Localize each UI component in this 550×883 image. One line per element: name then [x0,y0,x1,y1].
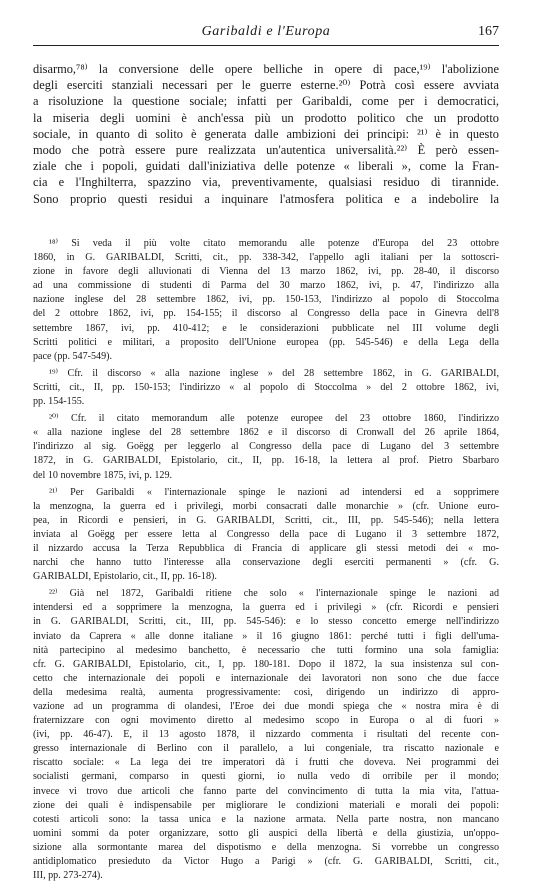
footnote-line: inviato da Caprera « alle donne italiane » il 16 giugno 1861: perché tutti i figli dell'uma- [33,630,499,642]
footnote-18 [33,237,499,364]
footnote-line: la menzogna, la guerra ed i privilegi, morbi consacrati dalle monarchie » (cfr. Unione euro- [33,500,499,512]
footnote-line: antidiplomatico presieduto da Victor Hugo a Parigi » (cfr. G. GARIBALDI, Scritti, cit., [33,856,499,868]
footnote-21 [33,486,499,585]
body-line: a risoluzione la questione sociale; infatti per Garibaldi, come per i democratici, [33,94,499,109]
footnote-line: riscatto sociale: « La lega dei tre imperatori dà i frutti che doveva. Nei programmi dei [33,757,499,769]
footnote-line: della medesima realtà, aumenta progressivamente: così, dirigendo un indirizzo di appro- [33,686,499,698]
footnote-line: cotesti articoli sono: la tassa unica e la nazione armata. Nella parte nostra, non mancano [33,813,499,825]
footnote-line: III, pp. 273-274). [33,870,103,882]
footnote-line: inviata al Goëgg per essere letta al Congresso della pace di Lugano il 3 settembre 1872, [33,528,499,540]
footnote-line: pea, in Ricordi e pensieri, in G. GARIBALDI, Scritti, cit., III, pp. 545-546); nella lettera [33,514,499,526]
footnote-line: invece vi trovo due articoli che fanno parte del convincimento di tutta la mia vita, l'attua- [33,785,499,797]
footnote-line: sizione alla sormontante marea del dispotismo e della menzogna. Si vorrebbe un congresso [33,841,499,853]
body-line: la miseria degli uomini è anch'essa più un prodotto politico che un prodotto [33,110,499,125]
footnote-line: fraternizzare con ogni movimento diretto al medesimo scopo in Europa o al di fuori » [33,715,499,727]
footnote-19 [33,367,499,409]
footnote-line: ¹⁹⁾ Cfr. il discorso « alla nazione inglese » del 28 settembre 1862, in G. GARIBALDI, [49,367,499,379]
footnote-line: socialisti germani, comparso in questi giorni, io nulla vedo di orribile per il mondo; [33,771,499,783]
body-line: disarmo,⁷⁸⁾ la conversione delle opere belliche in opere di pace,¹⁹⁾ l'abolizione [33,62,499,76]
footnote-line: 1860, in G. GARIBALDI, Scritti, cit., pp. 338-342, l'appello agli italiani per la sottoscri- [33,252,499,264]
footnote-line: intendersi ed a sopprimere la menzogna, la guerra ed i privilegi » (cfr. Ricordi e pensieri [33,602,499,614]
footnote-line: del 10 novembre 1875, ivi, p. 129. [33,469,173,481]
footnote-line: ²⁰⁾ Cfr. il citato memorandum alle potenze europee del 23 ottobre 1860, l'indirizzo [49,413,499,425]
body-line: modo che potrà essere pure realizzata un'autentica universalità.²²⁾ È però essen- [33,142,499,157]
footnote-line: GARIBALDI, Epistolario, cit., II, pp. 16-18). [33,571,217,583]
header-rule [33,45,499,46]
footnote-22 [33,587,499,883]
main-text [33,61,499,207]
footnote-line: zione dei quali è indispensabile per migliorare le condizioni materiali e morali dei popoli: [33,799,499,811]
footnote-20 [33,412,499,482]
footnote-line: ²¹⁾ Per Garibaldi « l'internazionale spinge le nazioni ad intendersi ed a sopprimere [49,486,499,498]
footnote-line: 1872, in G. GARIBALDI, Epistolario, cit., II, pp. 16-18, la lettera al prof. Pietro Sbarbaro [33,455,499,467]
footnote-line: settembre 1867, ivi, pp. 410-412; e le considerazioni pubblicate nel III volume degli [33,322,499,334]
footnote-line: ad una commissione di studenti di Parma del 30 marzo 1862, ivi, p. 47, l'indirizzo alla [33,280,499,292]
footnote-line: nità partecipino al medesimo banchetto, è necessario che tutti formino una sola famiglia: [33,644,499,656]
body-line: degli eserciti stanziali necessari per le guerre esterne.²⁰⁾ Potrà così essere avviata [33,78,499,93]
footnote-line: pp. 154-155. [33,396,85,408]
footnote-line: pace (pp. 547-549). [33,350,113,362]
footnote-line: ¹⁸⁾ Si veda il più volte citato memorandu alle potenze d'Europa del 23 ottobre [49,238,499,249]
footnote-line: vazione ad un programma di olandesi, l'Eroe dei due mondi spiega che « nostra mira è di [33,701,499,712]
footnote-line: « alla nazione inglese del 28 settembre 1862 e il discorso di Cronwall del 26 aprile 1864, [33,427,499,439]
body-line: ziale che i popoli, guidati dall'iniziativa delle potenze « liberali », come la Fran- [33,159,499,174]
body-line: Sono proprio questi residui a inquinare l'atmosfera politica e a indebolire la [33,191,499,206]
footnote-line: del 2 ottobre 1862, ivi, pp. 154-155; il discorso al Congresso della pace in Ginevra dell'8 [33,308,499,320]
body-line: sociale, in quanto di solito è generata dalle ambizioni dei principi: ²¹⁾ è in questo [33,126,499,141]
footnotes [33,237,499,883]
footnote-line: Scritti politici e militari, a proposito dell'Unione europea (pp. 545-546) e della Lega della [33,336,499,348]
footnote-line: in G. GARIBALDI, Scritti, cit., III, pp. 545-546): e lo stesso concetto emerge nell'indirizzo [33,616,499,628]
page-number: 167 [478,24,499,39]
footnote-line: il nizzardo accusa la Terza Repubblica di Francia di applicare gli stessi metodi dei « mo- [33,542,499,554]
footnote-line: (ivi, pp. 46-47). E, il 13 agosto 1878, il nizzardo commenta i risultati del recente con- [33,729,499,741]
footnote-line: zione in favore degli alluvionati di Vienna del 13 marzo 1862, ivi, pp. 28-40, il discorso [33,266,499,278]
footnote-line: l'indirizzo al sig. Goëgg per leggerlo al Congresso della pace di Lugano del 3 settembre [33,441,499,453]
footnote-line: narchi che hanno tutto l'interesse alla conservazione degli eserciti permanenti » (cfr. G. [33,557,499,569]
page-header [33,24,499,42]
footnote-line: cetto che internazionale dei popoli e internazionale dei lavoratori non sono che due facce [33,672,499,684]
body-line: cia e l'Inghilterra, spazzino via, preventivamente, qualsiasi residuo di tirannide. [33,175,499,190]
footnote-line: uomini sommi da poter organizzare, sotto gli auspici della libertà e della giustizia, un'oppo- [33,827,499,839]
footnote-line: gresso internazionale di Berlino con il parallelo, a lui congeniale, tra riscatto nazionale e [33,743,499,755]
footnote-line: nazione inglese del 28 settembre 1862, ivi, pp. 150-153, l'indirizzo al popolo di Stoccolma [33,294,499,306]
footnote-line: ²²⁾ Già nel 1872, Garibaldi ritiene che solo « l'internazionale spinge le nazioni ad [49,588,499,600]
running-title: Garibaldi e l'Europa [201,24,331,39]
footnote-line: cfr. G. GARIBALDI, Epistolario, cit., I, pp. 180-181. Dopo il 1872, la sua insistenza sul con- [33,658,499,670]
footnote-line: Scritti, cit., II, pp. 150-153; l'indirizzo « al popolo di Stoccolma » del 2 ottobre 1862, ivi, [33,381,499,393]
